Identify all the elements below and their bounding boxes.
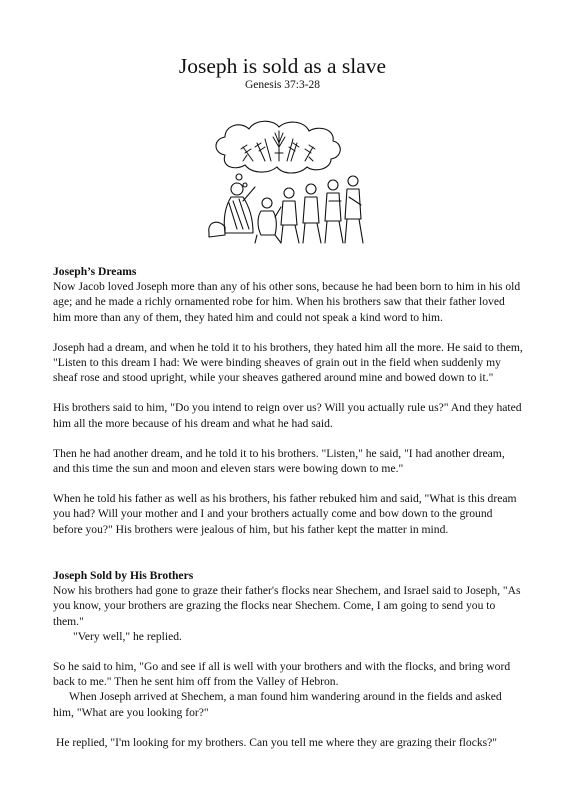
brothers-figures-icon <box>255 176 363 243</box>
joseph-figure-icon <box>209 183 255 237</box>
dream-cloud-icon <box>216 121 340 187</box>
sheaves-icon <box>241 131 315 161</box>
paragraph: When Joseph arrived at Shechem, a man found him wandering around in the fields and asked him, "What are you looking for?" <box>53 690 502 719</box>
paragraph: When he told his father as well as his brothers, his father rebuked him and said, "What is this dream you had? Will your mother and I and your brothers actually come and bow down to the ground before you?" His brothers were jealous of him, but his father kept the matter in mind. <box>53 492 517 536</box>
section-heading: Joseph Sold by His Brothers <box>53 569 194 582</box>
paragraph: He replied, "I'm looking for my brothers. Can you tell me where they are grazing their flocks?" <box>56 735 498 749</box>
section-heading: Joseph’s Dreams <box>53 265 137 278</box>
scripture-reference: Genesis 37:3-28 <box>244 79 321 91</box>
paragraph: His brothers said to him, "Do you intend to reign over us? Will you actually rule us?" And they hated him all the more because of his dream and what he had said. <box>53 401 522 430</box>
joseph-and-brothers-illustration <box>195 117 375 249</box>
paragraph: Now his brothers had gone to graze their father's flocks near Shechem, and Israel said to Joseph, "As you know, your brothers are grazing the flocks near Shechem. Come, I am going to send you to them." <box>53 584 521 628</box>
paragraph: Now Jacob loved Joseph more than any of his other sons, because he had been born to him in his old age; and he made a richly ornamented robe for him. When his brothers saw that their father loved him more than any of them, they hated him and could not speak a kind word to him. <box>53 280 521 324</box>
section-joseph-sold <box>53 568 523 750</box>
page-title: Joseph is sold as a slave <box>178 54 387 78</box>
paragraph: "Very well," he replied. <box>73 629 182 643</box>
paragraph: Joseph had a dream, and when he told it to his brothers, they hated him all the more. He said to them, "Listen to this dream I had: We were binding sheaves of grain out in the field when suddenly my sheaf rose and stood upright, while your sheaves gathered around mine and bowed down to it." <box>53 340 523 385</box>
paragraph: So he said to him, "Go and see if all is well with your brothers and with the flocks, and bring word back to me." Then he sent him off from the Valley of Hebron. <box>53 660 511 689</box>
paragraph: Then he had another dream, and he told it to his brothers. "Listen," he said, "I had another dream, and this time the sun and moon and eleven stars were bowing down to me." <box>53 446 505 476</box>
section-josephs-dreams <box>53 264 523 537</box>
